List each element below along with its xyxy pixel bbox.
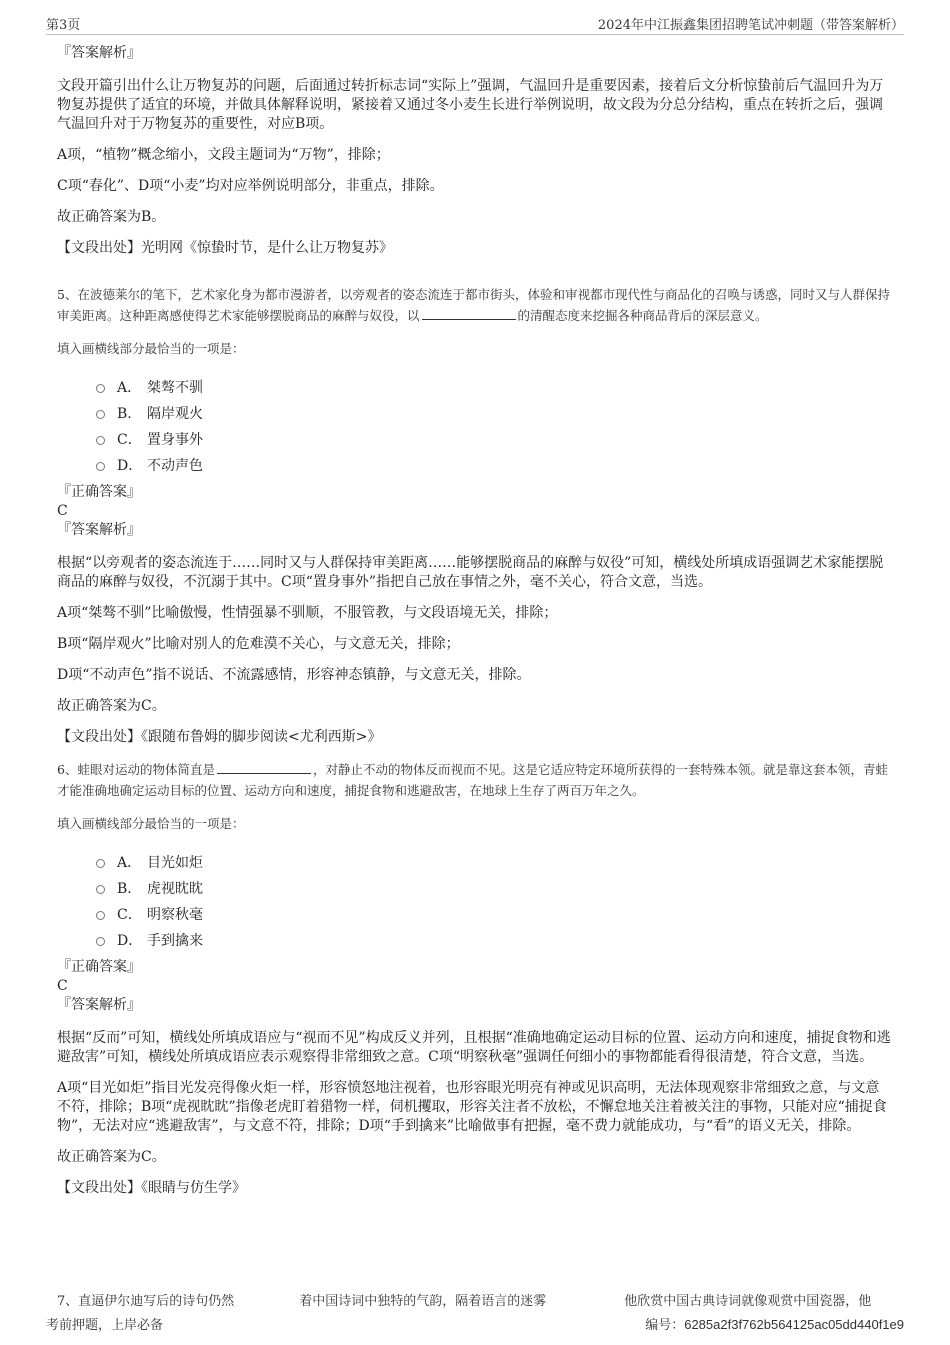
option-text: 桀骜不驯 [147, 380, 203, 396]
option-text: 明察秋毫 [147, 907, 203, 923]
radio-icon[interactable] [96, 911, 105, 920]
option-c[interactable] [57, 902, 893, 928]
analysis-label: 『答案解析』 [57, 997, 141, 1013]
option-letter: B. [117, 881, 132, 897]
option-text: 置身事外 [147, 432, 203, 448]
option-a[interactable] [57, 375, 893, 401]
analysis-paragraph: 故正确答案为B。 [57, 209, 166, 225]
stem-text: 6、蛙眼对运动的物体简直是 [57, 762, 215, 777]
radio-icon[interactable] [96, 937, 105, 946]
radio-icon[interactable] [96, 885, 105, 894]
source-citation: 【文段出处】《眼睛与仿生学》 [57, 1180, 246, 1196]
analysis-paragraph: 根据“以旁观者的姿态流连于……同时又与人群保持审美距离……能够摆脱商品的麻醉与奴役”可知，横线处所填成语强调艺术家能摆脱商品的麻醉与奴役，不沉溺于其中。C项“置身事外”指把自己放在事情之外，毫不关心，符合文意，当选。 [57, 555, 884, 590]
option-a[interactable] [57, 850, 893, 876]
option-list [57, 850, 893, 954]
option-d[interactable] [57, 928, 893, 954]
stem-text: ，对静止不动的物体反而视而不见。这是它适应特定环境所获得的一套特殊本领。就是靠这套本领，青蛙才能准确地确定运动目标的位置、运动方向和速度，捕捉食物和逃避敌害，在地球上生存了两百万年之久。 [57, 762, 888, 798]
analysis-paragraph: B项“隔岸观火”比喻对别人的危难漠不关心，与文意无关，排除； [57, 636, 460, 652]
analysis-paragraph: A项，“植物”概念缩小，文段主题词为“万物”，排除； [57, 147, 390, 163]
radio-icon[interactable] [96, 462, 105, 471]
analysis-paragraph: A项“桀骜不驯”比喻傲慢，性情强暴不驯顺，不服管教，与文段语境无关，排除； [57, 605, 558, 621]
question-stem [57, 759, 893, 801]
document-id: 编号：6285a2f3f762b564125ac05dd440f1e9 [645, 1317, 904, 1332]
option-letter: B. [117, 406, 132, 422]
option-b[interactable] [57, 876, 893, 902]
correct-answer: C [57, 978, 68, 994]
option-d[interactable] [57, 453, 893, 479]
option-letter: A． [117, 855, 142, 871]
page-number: 第3页 [46, 18, 81, 33]
analysis-paragraph: 文段开篇引出什么让万物复苏的问题，后面通过转折标志词“实际上”强调，气温回升是重要因素，接着后文分析惊蛰前后气温回升为万物复苏提供了适宜的环境，并做具体解释说明，紧接着又通过冬小麦生长进行举例说明，故文段为分总分结构，重点在转折之后，强调气温回升对于万物复苏的重要性，对应B项。 [57, 78, 884, 132]
question-instruction: 填入画横线部分最恰当的一项是： [57, 341, 245, 356]
analysis-label: 『答案解析』 [57, 522, 141, 538]
question-7-cutoff: 7、直逼伊尔迪写后的诗句仍然 着中国诗词中独特的气韵，隔着语言的迷雾 他欣赏中国古典诗词就像观赏中国瓷器，他 [57, 1294, 872, 1309]
source-citation: 【文段出处】《跟随布鲁姆的脚步阅读<尤利西斯>》 [57, 729, 382, 745]
option-letter: D． [117, 458, 143, 474]
option-c[interactable] [57, 427, 893, 453]
option-letter: C． [117, 907, 142, 923]
footer-slogan: 考前押题，上岸必备 [46, 1318, 164, 1333]
main-content [57, 44, 893, 1198]
radio-icon[interactable] [96, 436, 105, 445]
radio-icon[interactable] [96, 384, 105, 393]
option-text: 目光如炬 [147, 855, 203, 871]
analysis-paragraph: 故正确答案为C。 [57, 698, 166, 714]
question-stem [57, 284, 893, 326]
analysis-paragraph: D项“不动声色”指不说话、不流露感情，形容神态镇静，与文意无关，排除。 [57, 667, 531, 683]
source-citation: 【文段出处】光明网《惊蛰时节，是什么让万物复苏》 [57, 240, 393, 256]
answer-blank [217, 761, 311, 774]
radio-icon[interactable] [96, 410, 105, 419]
option-letter: D． [117, 933, 143, 949]
option-letter: C． [117, 432, 142, 448]
option-text: 不动声色 [147, 458, 203, 474]
stem-text: 的清醒态度来挖掘各种商品背后的深层意义。 [517, 308, 768, 323]
stem-text: 5、在波德莱尔的笔下，艺术家化身为都市漫游者，以旁观者的姿态流连于都市街头，体验和审视都市现代性与商品化的召唤与诱惑，同时又与人群保持审美距离。这种距离感使得艺术家能够摆脱商品的麻醉与奴役，以 [57, 287, 890, 323]
question-instruction: 填入画横线部分最恰当的一项是： [57, 816, 245, 831]
option-text: 手到擒来 [147, 933, 203, 949]
analysis-paragraph: A项“目光如炬”指目光发亮得像火炬一样，形容愤怒地注视着，也形容眼光明亮有神或见识高明，无法体现观察非常细致之意，与文意不符，排除；B项“虎视眈眈”指像老虎盯着猎物一样，伺机攫取，形容关注者不放松，不懈怠地关注着被关注的事物，只能对应“捕捉食物”，无法对应“逃避敌害”，与文意不符，排除；D项“手到擒来”比喻做事有把握，毫不费力就能成功，与“看”的语义无关，排除。 [57, 1080, 887, 1134]
option-text: 隔岸观火 [147, 406, 203, 422]
option-text: 虎视眈眈 [147, 881, 203, 897]
page-header [46, 12, 904, 35]
analysis-paragraph: 根据“反而”可知，横线处所填成语应与“视而不见”构成反义并列，且根据“准确地确定运动目标的位置、运动方向和速度，捕捉食物和逃避敌害”可知，横线处所填成语应表示观察得非常细致之意。C项“明察秋毫”强调任何细小的事物都能看得很清楚，符合文意，当选。 [57, 1030, 891, 1065]
answer-blank [422, 307, 516, 320]
radio-icon[interactable] [96, 859, 105, 868]
option-list [57, 375, 893, 479]
option-b[interactable] [57, 401, 893, 427]
analysis-paragraph: C项“春化”、D项“小麦”均对应举例说明部分，非重点，排除。 [57, 178, 444, 194]
correct-answer: C [57, 503, 68, 519]
analysis-paragraph: 故正确答案为C。 [57, 1149, 166, 1165]
document-title: 2024年中江振鑫集团招聘笔试冲刺题（带答案解析） [597, 18, 904, 33]
correct-answer-label: 『正确答案』 [57, 484, 141, 500]
analysis-label: 『答案解析』 [57, 45, 141, 61]
option-letter: A． [117, 380, 142, 396]
correct-answer-label: 『正确答案』 [57, 959, 141, 975]
